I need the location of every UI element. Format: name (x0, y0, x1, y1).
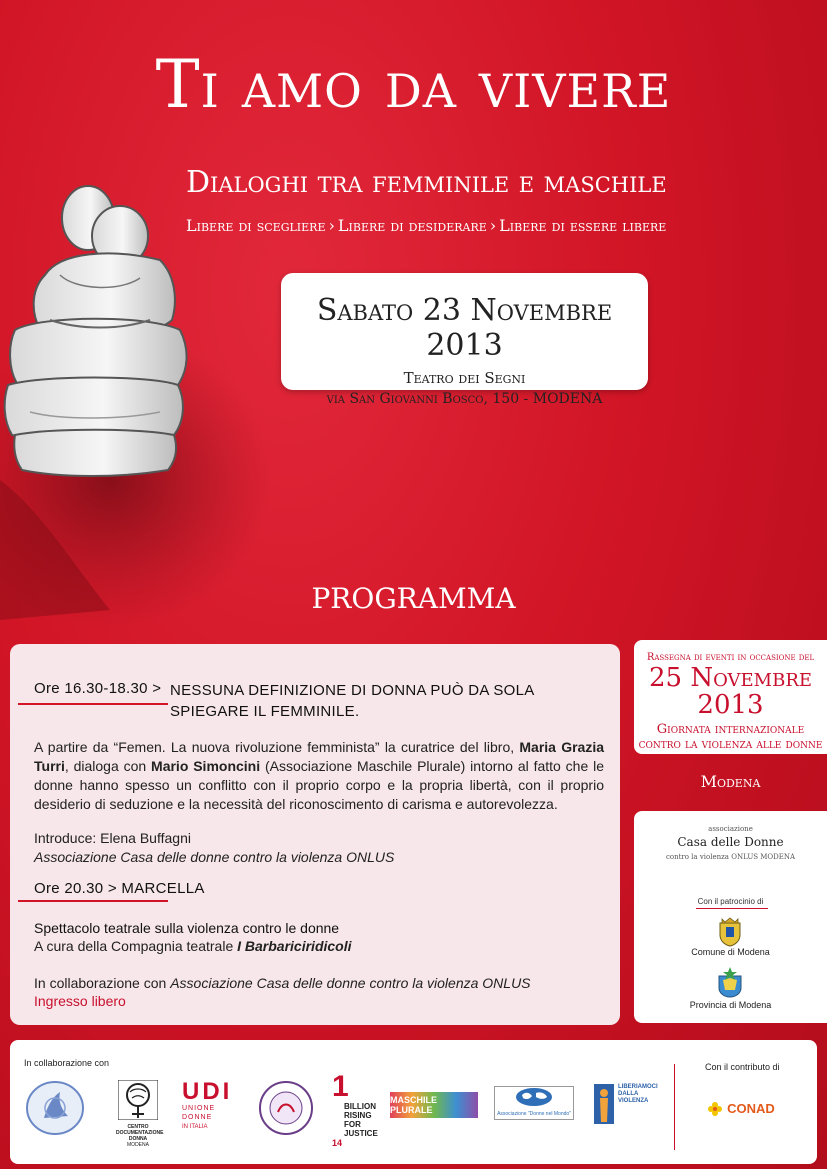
maschile-text: MASCHILE PLURALE (390, 1095, 437, 1115)
event2-curated-by (34, 938, 352, 954)
tagline-separator: › (489, 216, 497, 235)
donne-nel-mondo-logo (494, 1086, 574, 1120)
sponsors-footer (10, 1040, 817, 1164)
casa-donne-logo: Casa delle Donne (677, 835, 784, 849)
conad-flower-icon (708, 1102, 722, 1116)
contrib-label: Con il contributo di (705, 1062, 780, 1072)
conad-text: CONAD (727, 1101, 775, 1116)
provincia-crest-icon (717, 966, 743, 998)
maschile-plurale-logo (390, 1092, 478, 1118)
rassegna-giornata: Giornata internazionale (656, 721, 805, 737)
program-panel (10, 644, 620, 1025)
rassegna-date: 25 Novembre 2013 (648, 663, 813, 721)
event-address: via San Giovanni Bosco, 150 - MODENA (326, 391, 603, 407)
poster-title: Ti amo da vivere (155, 46, 672, 123)
tagline-separator: › (328, 216, 335, 235)
event1-desc-part: (Associazione Maschile Plurale) intorno al fatto che le donne hanno spesso un conflitto con il proprio corpo e la propria libertà, con il proprio desiderio di seduzione e la necessità del riconoscimento di carisma e autorevolezza. (34, 758, 604, 812)
city-label: Modena (700, 772, 761, 791)
collab-prefix: In collaborazione con (34, 975, 171, 991)
patronage-box (634, 811, 827, 1023)
event1-desc-part: A partire da “Femen. La nuova rivoluzione femminista” la curatrice del libro, (34, 739, 520, 755)
event2-curated-prefix: A cura della Compagnia teatrale (34, 938, 238, 954)
comune-crest-icon (717, 917, 743, 947)
collab-org: Associazione Casa delle donne contro la violenza ONLUS (170, 975, 531, 991)
event-date: Sabato 23 Novembre 2013 (316, 293, 613, 363)
event1-organizer: Associazione Casa delle donne contro la violenza ONLUS (34, 849, 395, 865)
event1-introduce: Introduce: Elena Buffagni (34, 830, 191, 846)
comune-label: Comune di Modena (691, 947, 770, 957)
event1-description (34, 738, 604, 814)
tagline-2: Libere di desiderare (337, 216, 487, 235)
event1-desc-part: , dialoga con (64, 758, 152, 774)
conad-logo (708, 1098, 775, 1117)
event-venue: Teatro dei Segni (403, 369, 526, 387)
centro-city: MODENA (127, 1142, 149, 1148)
association-badge-logo (258, 1080, 314, 1136)
event1-guest: Mario Simoncini (151, 758, 261, 774)
rassegna-box (634, 640, 827, 754)
divider (18, 900, 168, 902)
event-date-box (281, 273, 648, 407)
event2-time-title: Ore 20.30 > MARCELLA (34, 880, 205, 897)
udi-logo (182, 1080, 238, 1130)
event2-description: Spettacolo teatrale sulla violenza contro le donne (34, 920, 340, 936)
event1-time: Ore 16.30-18.30 > (34, 680, 162, 697)
centro-text: CENTRO DOCUMENTAZIONE DONNA (116, 1124, 164, 1142)
billion-number: 1 (332, 1070, 349, 1103)
billion-rising-logo (332, 1070, 378, 1148)
udi-sub: UNIONE DONNE (182, 1105, 216, 1121)
embrace-illustration (0, 180, 280, 640)
tree-icon (118, 1080, 158, 1120)
provincia-label: Provincia di Modena (689, 1000, 772, 1010)
program-heading: PROGRAMMA (311, 582, 516, 615)
rassegna-contro: contro la violenza alle donne (638, 736, 823, 752)
tagline-3: Libere di essere libere (499, 216, 667, 235)
collaboration-note (34, 975, 531, 991)
event1-curator: Maria Grazia Turri (34, 739, 604, 774)
association-seal-logo (24, 1080, 86, 1136)
entry-note: Ingresso libero (34, 993, 126, 1009)
tagline-1: Libere di scegliere (186, 216, 326, 235)
casa-donne-sub: contro la violenza ONLUS MODENA (665, 853, 796, 861)
billion-date: 14 (332, 1138, 343, 1148)
poster-subtitle: Dialoghi tra femminile e maschile (186, 165, 667, 200)
donne-mondo-text: Associazione "Donne nel Mondo" (497, 1111, 571, 1117)
collab-label: In collaborazione con (24, 1058, 110, 1068)
rassegna-intro: Rassegna di eventi in occasione del (646, 652, 815, 663)
casa-donne-prefix: associazione (708, 825, 753, 833)
liberiamoci-logo (594, 1084, 666, 1124)
liberiamoci-text: LIBERIAMOCI DALLA VIOLENZA (618, 1084, 658, 1104)
event2-company: I Barbariciridicoli (237, 938, 352, 954)
figure-icon (594, 1084, 614, 1124)
patronage-label: Con il patrocinio di (697, 897, 764, 906)
centro-documentazione-logo (116, 1080, 164, 1148)
udi-tag: IN ITALIA (182, 1124, 208, 1130)
divider (674, 1064, 675, 1150)
world-map-icon (514, 1087, 554, 1107)
divider (696, 908, 768, 909)
divider (18, 703, 168, 705)
udi-text: UDI (182, 1078, 233, 1105)
event1-title: NESSUNA DEFINIZIONE DI DONNA PUÒ DA SOLA SPIEGARE IL FEMMINILE. (170, 682, 534, 720)
billion-text: BILLION RISING FOR JUSTICE (344, 1102, 378, 1138)
